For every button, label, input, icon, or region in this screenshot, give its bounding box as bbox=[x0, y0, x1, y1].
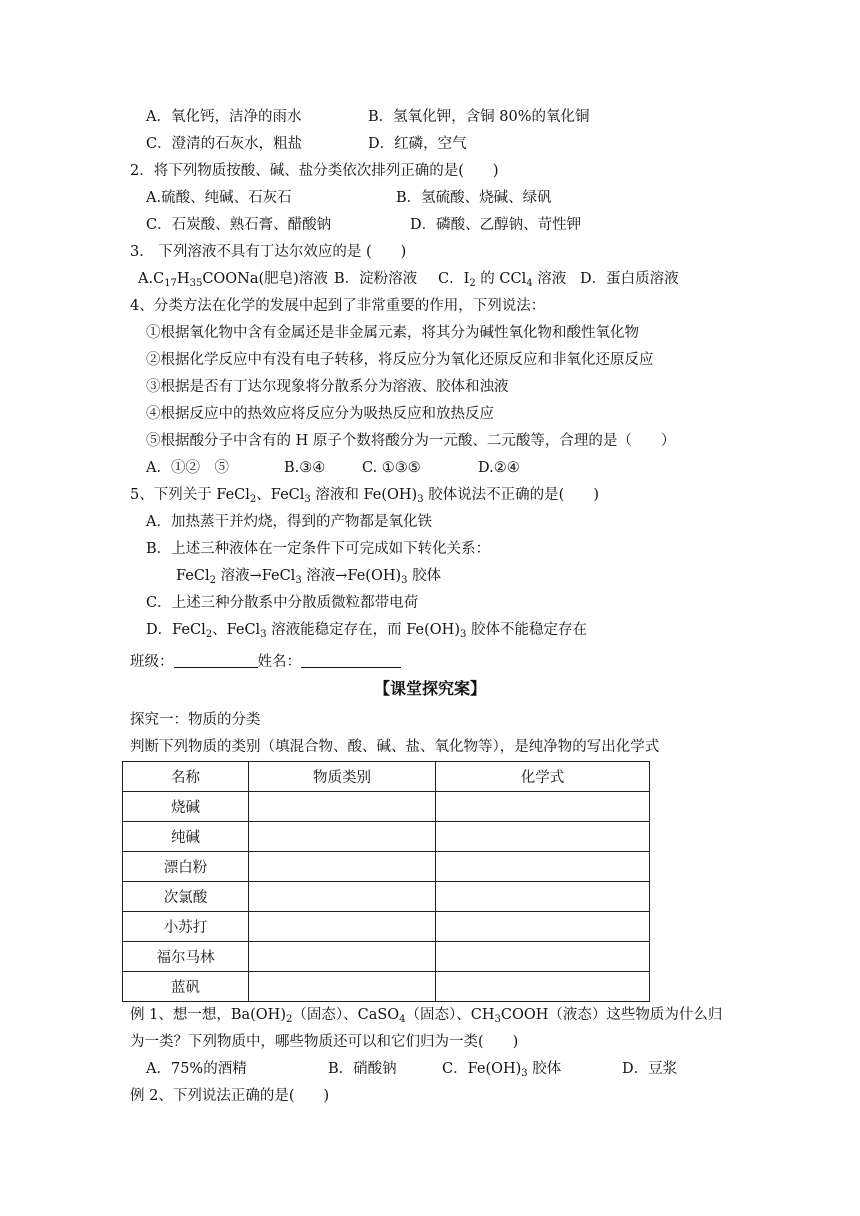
q2-option-d: D．磷酸、乙醇钠、苛性钾 bbox=[410, 217, 582, 233]
q4-statement-2: ②根据化学反应中有没有电子转移，将反应分为氧化还原反应和非氧化还原反应 bbox=[146, 352, 654, 368]
row-substance: 小苏打 bbox=[123, 912, 249, 942]
table-row bbox=[123, 882, 650, 912]
name-label: 姓名： bbox=[257, 654, 301, 670]
q5-conversion-chain: FeCl$_2$ 溶液→FeCl$_3$ 溶液$\to Fe(OH)_3$ 胶体 bbox=[176, 568, 442, 586]
example1-option-c: C．$Fe(OH)_3$ 胶体 bbox=[442, 1061, 562, 1079]
formula-cell[interactable] bbox=[436, 912, 650, 942]
category-cell[interactable] bbox=[249, 792, 436, 822]
table-row bbox=[123, 942, 650, 972]
name-blank[interactable] bbox=[301, 652, 401, 668]
row-substance: 次氯酸 bbox=[123, 882, 249, 912]
formula-cell[interactable] bbox=[436, 852, 650, 882]
q4-option-b: B.③④ bbox=[284, 460, 326, 476]
formula-cell[interactable] bbox=[436, 882, 650, 912]
q5-option-b: B．上述三种液体在一定条件下可完成如下转化关系： bbox=[146, 541, 491, 557]
category-cell[interactable] bbox=[249, 852, 436, 882]
q5-stem: 5、下列关于 FeCl$_2$、FeCl$_3$ 溶液和 $Fe(OH)_3$ 胶体说法不正确的是( ) bbox=[130, 487, 599, 505]
table-row bbox=[123, 822, 650, 852]
header-formula: 化学式 bbox=[436, 762, 650, 792]
formula-cell[interactable] bbox=[436, 792, 650, 822]
q4-statement-4: ④根据反应中的热效应将反应分为吸热反应和放热反应 bbox=[146, 406, 494, 422]
explore1-heading: 探究一：物质的分类 bbox=[130, 712, 261, 728]
category-cell[interactable] bbox=[249, 882, 436, 912]
class-label: 班级： bbox=[130, 654, 174, 670]
category-cell[interactable] bbox=[249, 912, 436, 942]
table-row bbox=[123, 852, 650, 882]
q2-stem: 2．将下列物质按酸、碱、盐分类依次排列正确的是( ) bbox=[130, 163, 499, 179]
q4-option-a: A．①② ⑤ bbox=[146, 460, 229, 476]
q2-option-b: B．氢硫酸、烧碱、绿矾 bbox=[396, 190, 552, 206]
q3-option-d: D．蛋白质溶液 bbox=[580, 271, 679, 287]
q5-option-c: C．上述三种分散系中分散质微粒都带电荷 bbox=[146, 595, 419, 611]
q2-option-a: A.硫酸、纯碱、石灰石 bbox=[146, 190, 292, 206]
example1-option-d: D．豆浆 bbox=[622, 1061, 678, 1077]
table-row bbox=[123, 912, 650, 942]
q5-option-a: A．加热蒸干并灼烧，得到的产物都是氧化铁 bbox=[146, 514, 432, 530]
q4-option-d: D.②④ bbox=[478, 460, 520, 476]
explore1-instruction: 判断下列物质的类别（填混合物、酸、碱、盐、氧化物等），是纯净物的写出化学式 bbox=[130, 739, 660, 755]
example1-line1: 例 1、想一想，$Ba(OH)_2$（固态）、CaSO$_4$（固态）、$CH_3COOH$（液态）这些物质为什么归 bbox=[130, 1007, 723, 1025]
table-header-row bbox=[123, 762, 650, 792]
q3-option-a: $A.C_{17}H_{35}COONa$(肥皂)溶液 bbox=[138, 271, 328, 289]
table-row bbox=[123, 792, 650, 822]
q1-option-a: A．氧化钙，洁净的雨水 bbox=[146, 109, 302, 125]
row-substance: 纯碱 bbox=[123, 822, 249, 852]
table-row bbox=[123, 972, 650, 1002]
formula-cell[interactable] bbox=[436, 822, 650, 852]
q4-statement-1: ①根据氧化物中含有金属还是非金属元素，将其分为碱性氧化物和酸性氧化物 bbox=[146, 325, 639, 341]
q1-option-d: D．红磷，空气 bbox=[368, 136, 467, 152]
header-name: 名称 bbox=[123, 762, 249, 792]
example1-line2: 为一类？下列物质中，哪些物质还可以和它们归为一类( ) bbox=[130, 1034, 519, 1050]
category-cell[interactable] bbox=[249, 942, 436, 972]
q2-option-c: C．石炭酸、熟石膏、醋酸钠 bbox=[146, 217, 332, 233]
example1-option-a: A．75%的酒精 bbox=[146, 1061, 247, 1077]
q1-option-b: B．氢氧化钾，含铜 80%的氧化铜 bbox=[368, 109, 590, 125]
row-substance: 漂白粉 bbox=[123, 852, 249, 882]
category-cell[interactable] bbox=[249, 972, 436, 1002]
q4-statement-3: ③根据是否有丁达尔现象将分散系分为溶液、胶体和浊液 bbox=[146, 379, 509, 395]
formula-cell[interactable] bbox=[436, 942, 650, 972]
q3-option-c: C．$I_2$ 的 CCl$_4$ 溶液 bbox=[438, 271, 567, 289]
q5-option-d: D．FeCl$_2$、FeCl$_3$ 溶液能稳定存在，而 $Fe(OH)_3$ 胶体不能稳定存在 bbox=[146, 622, 587, 640]
classification-table bbox=[122, 761, 650, 1002]
example1-option-b: B．硝酸钠 bbox=[328, 1061, 397, 1077]
q4-option-c: C. ①③⑤ bbox=[362, 460, 421, 476]
formula-cell[interactable] bbox=[436, 972, 650, 1002]
class-blank[interactable] bbox=[174, 652, 258, 668]
q4-statement-5: ⑤根据酸分子中含有的 H 原子个数将酸分为一元酸、二元酸等，合理的是（ ） bbox=[146, 433, 676, 449]
row-substance: 烧碱 bbox=[123, 792, 249, 822]
q4-stem: 4、分类方法在化学的发展中起到了非常重要的作用，下列说法： bbox=[130, 298, 546, 314]
section-title: 【课堂探究案】 bbox=[373, 679, 486, 698]
q3-option-b: B．淀粉溶液 bbox=[334, 271, 418, 287]
category-cell[interactable] bbox=[249, 822, 436, 852]
q3-stem: 3. 下列溶液不具有丁达尔效应的是 ( ) bbox=[130, 244, 407, 260]
example2-stem: 例 2、下列说法正确的是( ) bbox=[130, 1088, 330, 1104]
student-info-line bbox=[130, 652, 401, 672]
q1-option-c: C．澄清的石灰水，粗盐 bbox=[146, 136, 303, 152]
row-substance: 蓝矾 bbox=[123, 972, 249, 1002]
header-category: 物质类别 bbox=[249, 762, 436, 792]
row-substance: 福尔马林 bbox=[123, 942, 249, 972]
